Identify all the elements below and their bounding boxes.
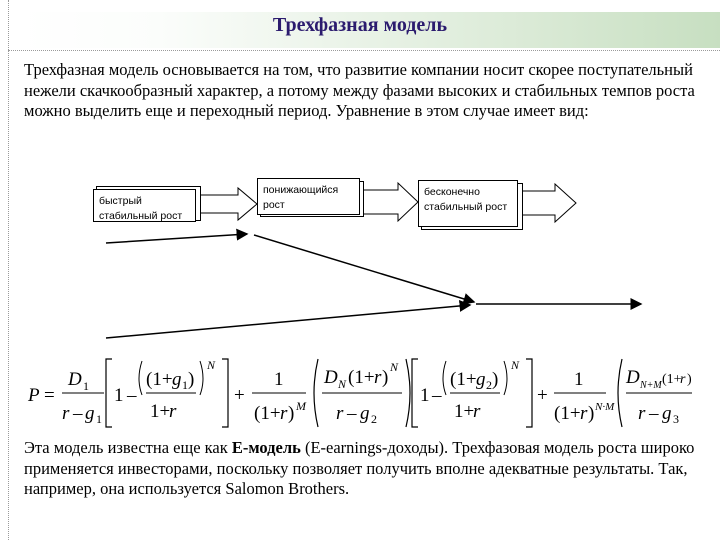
svg-text:(1+: (1+ [662, 372, 682, 387]
svg-text:1+: 1+ [454, 401, 475, 422]
line-transition [106, 305, 470, 338]
svg-text:): ) [188, 369, 195, 390]
svg-text:3: 3 [673, 412, 679, 426]
svg-text:): ) [588, 403, 595, 424]
svg-text:): ) [288, 403, 295, 424]
svg-text:+: + [537, 385, 548, 406]
svg-text:g: g [172, 369, 182, 390]
svg-text:2: 2 [371, 412, 377, 426]
svg-text:r: r [580, 403, 588, 424]
svg-text:1: 1 [420, 385, 430, 406]
svg-text:+: + [234, 385, 245, 406]
phase-box-infinite-stable: бесконечно стабильный рост [418, 180, 518, 227]
phase-box-declining: понижающийся рост [257, 178, 360, 215]
svg-text:–: – [127, 385, 137, 406]
svg-text:(1+: (1+ [554, 403, 581, 424]
svg-text:N: N [338, 377, 347, 391]
svg-text:D: D [324, 367, 338, 388]
svg-text:r: r [336, 403, 344, 424]
svg-text:N+M: N+M [640, 380, 662, 391]
svg-text:g: g [85, 403, 95, 424]
svg-text:1: 1 [83, 379, 89, 393]
svg-text:–: – [649, 403, 659, 424]
intro-paragraph: Трехфазная модель основывается на том, что развитие компании носит скорее поступательный нежели скачкообразный характер, а потому между фазами высоких и стабильных темпов роста можно выделить еще и переходный период. Уравнение в этом случае имеет вид: [24, 60, 695, 120]
svg-text:1: 1 [274, 369, 284, 390]
svg-text:(1+: (1+ [348, 367, 375, 388]
svg-text:N: N [511, 358, 520, 372]
svg-text:=: = [44, 385, 55, 406]
svg-text:(1+: (1+ [146, 369, 173, 390]
outro-paragraph: Эта модель известна еще как Е-модель (E-earnings-доходы). Трехфазовая модель роста широко применяется инвесторами, поскольку позволяет получить вполне адекватные результаты. Так, например, она используется Salomon Brothers. [24, 438, 695, 498]
svg-text:g: g [360, 403, 370, 424]
svg-text:1: 1 [114, 385, 124, 406]
svg-text:(1+: (1+ [450, 369, 477, 390]
svg-text:g: g [476, 369, 486, 390]
phase-box-fast-stable: быстрый стабильный рост [93, 189, 196, 222]
formula-D1: D [68, 369, 82, 390]
svg-text:g: g [662, 403, 672, 424]
svg-text:2: 2 [486, 378, 492, 392]
svg-text:–: – [347, 403, 357, 424]
svg-text:r: r [280, 403, 288, 424]
line-fast-growth [106, 234, 247, 243]
svg-text:(1+: (1+ [254, 403, 281, 424]
svg-text:M: M [296, 399, 306, 413]
arrow-3 [520, 184, 576, 222]
svg-text:r: r [169, 401, 177, 422]
svg-text:): ) [382, 367, 389, 388]
svg-text:1: 1 [574, 369, 584, 390]
svg-text:N·M: N·M [595, 401, 615, 413]
formula-P: P [28, 385, 40, 406]
svg-text:–: – [73, 403, 83, 424]
svg-text:r: r [374, 367, 382, 388]
svg-text:1: 1 [182, 378, 188, 392]
line-declining-growth [254, 235, 474, 302]
three-phase-formula [26, 355, 694, 433]
e-model-term: Е-модель [231, 438, 301, 457]
svg-text:r: r [473, 401, 481, 422]
svg-text:r: r [680, 372, 686, 387]
arrow-2 [362, 183, 418, 221]
svg-text:1: 1 [96, 412, 102, 426]
svg-text:r: r [638, 403, 646, 424]
svg-text:N: N [207, 358, 216, 372]
svg-text:1+: 1+ [150, 401, 171, 422]
arrow-1 [200, 188, 257, 220]
svg-text:–: – [432, 385, 442, 406]
svg-text:N: N [390, 360, 399, 374]
svg-text:): ) [492, 369, 499, 390]
svg-text:D: D [626, 367, 640, 388]
svg-text:r: r [62, 403, 70, 424]
svg-text:): ) [687, 372, 692, 387]
slide-title: Трехфазная модель [272, 14, 448, 36]
